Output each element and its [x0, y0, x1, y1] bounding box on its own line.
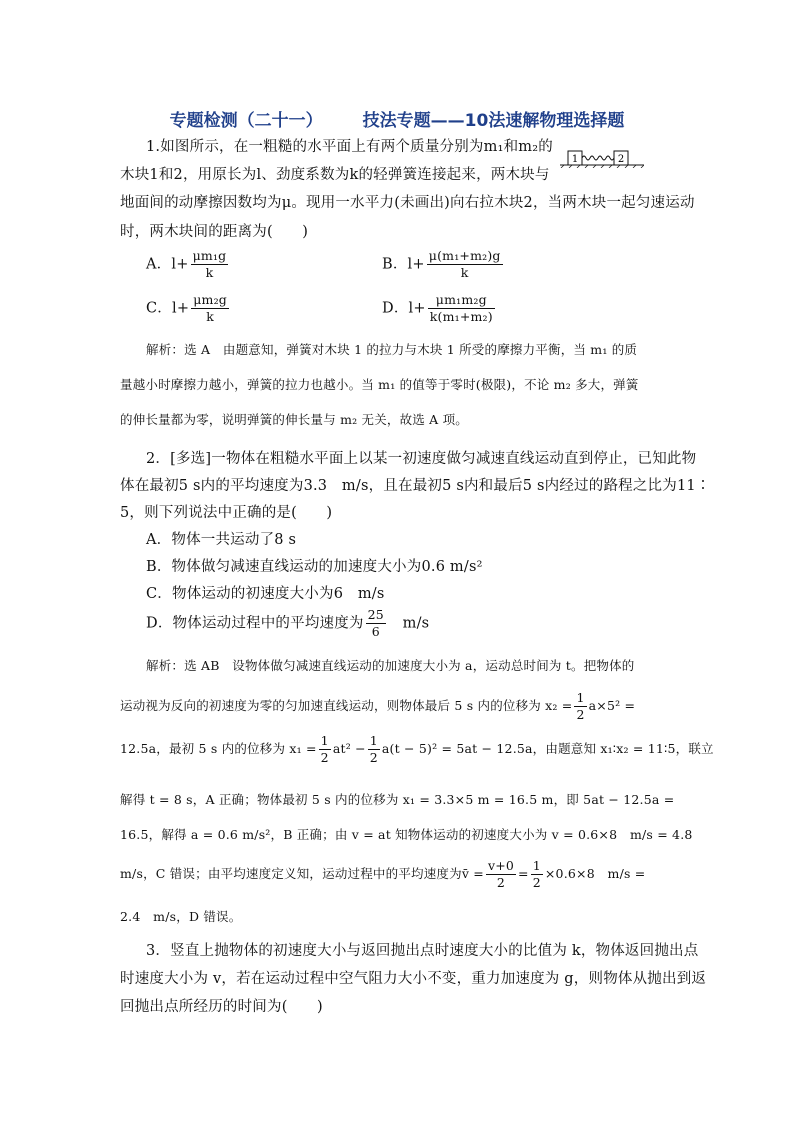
block-2-label: 2 [617, 154, 625, 165]
q2-option-d: D．物体运动过程中的平均速度为 $\frac{25}{6}$ m/s [146, 607, 430, 639]
q1-line-4: 时，两木块间的距离为( ) [120, 224, 309, 240]
q2-solution-4: 解得 t = 8 s，A 正确；物体最初 5 s 内的位移为 x₁ = 3.3×5 m = 16.5 m，即 5at − 12.5a = [120, 792, 675, 807]
q3-line-1: 3．竖直上抛物体的初速度大小与返回抛出点时速度大小的比值为 k，物体返回抛出点 [146, 943, 699, 959]
q1-option-d: D．l+ $\frac{\text{μm₁m₂g}}{\text{k(m₁+m₂)}}$ [382, 292, 493, 324]
q2-line-2: 体在最初5 s内的平均速度为3.3 m/s，且在最初5 s内和最后5 s内经过的路程之比为11∶ [120, 478, 711, 494]
q1-line-2: 木块1和2，用原长为l、劲度系数为k的轻弹簧连接起来，两木块与 [120, 167, 550, 183]
title-right: 技法专题——10法速解物理选择题 [362, 111, 625, 131]
q2-solution-2: 运动视为反向的初速度为零的匀加速直线运动，则物体最后 5 s 内的位移为 x₂ = $\frac{1}{2}$ a×5² = [120, 690, 636, 722]
title-left: 专题检测（二十一） [169, 111, 323, 131]
q2-solution-1: 解析：选 AB 设物体做匀减速直线运动的加速度大小为 a，运动总时间为 t。把物体的 [146, 658, 635, 673]
q2-solution-5: 16.5，解得 a = 0.6 m/s²，B 正确；由 v = at 知物体运动的初速度大小为 v = 0.6×8 m/s = 4.8 [120, 827, 693, 842]
q2-option-c: C．物体运动的初速度大小为6 m/s [146, 586, 385, 602]
q1-option-a: A．l+ $\frac{\text{μm₁g}}{k}$ [146, 248, 227, 280]
q1-solution-3: 的伸长量都为零，说明弹簧的伸长量与 m₂ 无关，故选 A 项。 [120, 412, 468, 427]
q1-line-1: 1.如图所示，在一粗糙的水平面上有两个质量分别为m₁和m₂的 [146, 139, 553, 155]
q2-line-1: 2．[多选]一物体在粗糙水平面上以某一初速度做匀减速直线运动直到停止，已知此物 [146, 451, 697, 467]
q3-line-3: 回抛出点所经历的时间为( ) [120, 999, 323, 1015]
q1-solution-2: 量越小时摩擦力越小，弹簧的拉力也越小。当 m₁ 的值等于零时(极限)，不论 m₂ 多大，弹簧 [120, 377, 639, 392]
q2-line-3: 5，则下列说法中正确的是( ) [120, 505, 333, 521]
q3-line-2: 时速度大小为 v，若在运动过程中空气阻力大小不变，重力加速度为 g，则物体从抛出到返 [120, 971, 707, 987]
q2-option-b: B．物体做匀减速直线运动的加速度大小为0.6 m/s² [146, 559, 483, 575]
page-title [0, 106, 794, 131]
spring-blocks-diagram [560, 146, 644, 168]
q2-solution-7: 2.4 m/s，D 错误。 [120, 909, 242, 924]
q2-solution-6: m/s，C 错误；由平均速度定义知，运动过程中的平均速度为v̄ = $\frac{v+0}{2}$ = $\frac{1}{2}$ ×0.6×8 m/s = [120, 858, 646, 890]
block-1-label: 1 [571, 154, 579, 165]
q1-line-3: 地面间的动摩擦因数均为μ。现用一水平力(未画出)向右拉木块2，当两木块一起匀速运动 [120, 195, 695, 211]
q2-solution-3: 12.5a，最初 5 s 内的位移为 x₁ = $\frac{1}{2}$ at² − $\frac{1}{2}$ a(t − 5)² = 5at − 12.5a，由题意知 x₁∶x₂ = 11∶5，联立 [120, 733, 714, 765]
q1-solution-1: 解析：选 A 由题意知，弹簧对木块 1 的拉力与木块 1 所受的摩擦力平衡，当 m₁ 的质 [146, 342, 638, 357]
q1-option-c: C．l+ $\frac{\text{μm₂g}}{k}$ [146, 292, 227, 324]
spring-icon [582, 156, 614, 160]
q1-option-b: B．l+ $\frac{\text{μ(m₁+m₂)g}}{k}$ [382, 248, 501, 280]
q2-option-a: A．物体一共运动了8 s [146, 532, 297, 548]
